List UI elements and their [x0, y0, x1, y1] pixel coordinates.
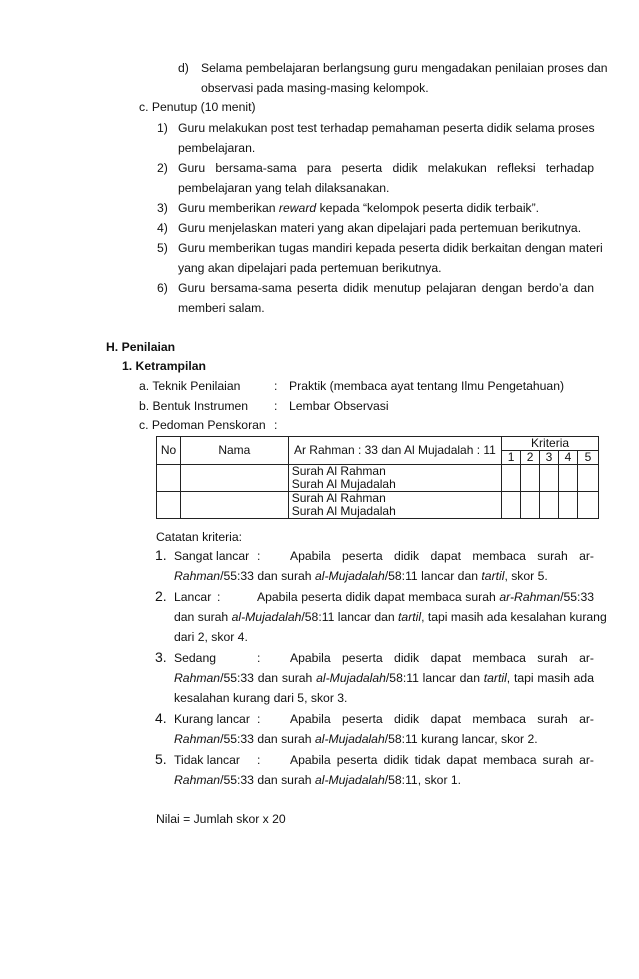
paragraph-line: Apabila peserta didik dapat membaca surah ar- [290, 712, 594, 726]
field-value: Praktik (membaca ayat tentang Ilmu Pengetahuan) [289, 379, 565, 393]
score-header: 4 [559, 451, 578, 465]
header-nama: Nama [180, 437, 288, 465]
criteria-number: 5. [155, 751, 167, 767]
criteria-number: 2. [155, 588, 167, 604]
criteria-label: Sedang [174, 651, 217, 665]
item-marker: 3) [157, 201, 168, 215]
table-row [157, 465, 599, 492]
paragraph-line: dari 2, skor 4. [174, 630, 248, 644]
paragraph-line: Rahman/55:33 dan surah al-Mujadalah/58:11 lancar dan tartil, skor 5. [174, 569, 548, 583]
criteria-label: Sangat lancar [174, 549, 250, 563]
field-label: a. Teknik Penilaian [139, 379, 241, 393]
criteria-number: 3. [155, 649, 167, 665]
field-label: b. Bentuk Instrumen [139, 399, 249, 413]
paragraph-line: Guru melakukan post test terhadap pemahaman peserta didik selama proses [178, 121, 595, 135]
paragraph-line: Guru memberikan reward kepada “kelompok peserta didik terbaik”. [178, 201, 540, 215]
criteria-number: 4. [155, 710, 167, 726]
surah-mujadalah-label: Surah Al Mujadalah [291, 504, 396, 518]
field-value: Lembar Observasi [289, 399, 389, 413]
criteria-number: 1. [155, 547, 167, 563]
paragraph-line: Apabila peserta didik dapat membaca surah ar-Rahman/55:33 [257, 590, 594, 604]
paragraph-line: Apabila peserta didik dapat membaca surah ar- [290, 651, 594, 665]
criteria-colon: : [257, 712, 261, 726]
field-colon: : [274, 418, 278, 432]
paragraph-line: Guru menjelaskan materi yang akan dipelajari pada pertemuan berikutnya. [178, 221, 582, 235]
subsection-heading: 1. Ketrampilan [122, 359, 206, 373]
paragraph-line: observasi pada masing-masing kelompok. [201, 81, 429, 95]
paragraph-line: Rahman/55:33 dan surah al-Mujadalah/58:11, skor 1. [174, 773, 462, 787]
scoring-table [156, 436, 599, 519]
score-header: 1 [502, 451, 521, 465]
score-header: 2 [521, 451, 540, 465]
paragraph-line: pembelajaran yang telah dilaksanakan. [178, 181, 390, 195]
table-row [157, 492, 599, 519]
section-heading: c. Penutup (10 menit) [139, 100, 256, 114]
paragraph-line: kesalahan kurang dari 5, skor 3. [174, 691, 348, 705]
header-surah: Ar Rahman : 33 dan Al Mujadalah : 11 [288, 437, 501, 465]
item-marker: 4) [157, 221, 168, 235]
field-colon: : [274, 399, 278, 413]
surah-mujadalah-label: Surah Al Mujadalah [291, 477, 396, 491]
paragraph-line: dan surah al-Mujadalah/58:11 lancar dan tartil, tapi masih ada kesalahan kurang [174, 610, 607, 624]
paragraph-line: Selama pembelajaran berlangsung guru mengadakan penilaian proses dan [201, 61, 608, 75]
catatan-title: Catatan kriteria: [156, 530, 243, 544]
item-marker: 2) [157, 161, 168, 175]
criteria-colon: : [257, 651, 261, 665]
header-no: No [157, 437, 181, 465]
score-header: 5 [577, 451, 598, 465]
surah-rahman-label: Surah Al Rahman [291, 491, 386, 505]
paragraph-line: Guru bersama-sama peserta didik menutup pelajaran dengan berdo’a dan [178, 281, 594, 295]
criteria-colon: : [217, 590, 221, 604]
field-colon: : [274, 379, 278, 393]
criteria-colon: : [257, 753, 261, 767]
paragraph-line: Guru memberikan tugas mandiri kepada peserta didik berkaitan dengan materi [178, 241, 603, 255]
surah-rahman-label: Surah Al Rahman [291, 464, 386, 478]
criteria-label: Lancar [174, 590, 212, 604]
paragraph-line: Guru bersama-sama para peserta didik melakukan refleksi terhadap [178, 161, 594, 175]
field-label: c. Pedoman Penskoran [139, 418, 266, 432]
criteria-colon: : [257, 549, 261, 563]
criteria-label: Kurang lancar [174, 712, 250, 726]
paragraph-line: memberi salam. [178, 301, 265, 315]
item-marker: 6) [157, 281, 168, 295]
paragraph-line: Apabila peserta didik tidak dapat membaca surah ar- [290, 753, 594, 767]
paragraph-line: Apabila peserta didik dapat membaca surah ar- [290, 549, 594, 563]
paragraph-line: pembelajaran. [178, 141, 256, 155]
score-header: 3 [540, 451, 559, 465]
paragraph-line: yang akan dipelajari pada pertemuan berikutnya. [178, 261, 442, 275]
criteria-label: Tidak lancar [174, 753, 240, 767]
item-marker: 5) [157, 241, 168, 255]
header-kriteria: Kriteria [502, 437, 599, 451]
section-heading-penilaian: H. Penilaian [106, 340, 176, 354]
paragraph-line: Rahman/55:33 dan surah al-Mujadalah/58:11 kurang lancar, skor 2. [174, 732, 538, 746]
item-marker: d) [178, 61, 189, 75]
score-formula: Nilai = Jumlah skor x 20 [156, 812, 286, 826]
item-marker: 1) [157, 121, 168, 135]
paragraph-line: Rahman/55:33 dan surah al-Mujadalah/58:11 lancar dan tartil, tapi masih ada [174, 671, 594, 685]
